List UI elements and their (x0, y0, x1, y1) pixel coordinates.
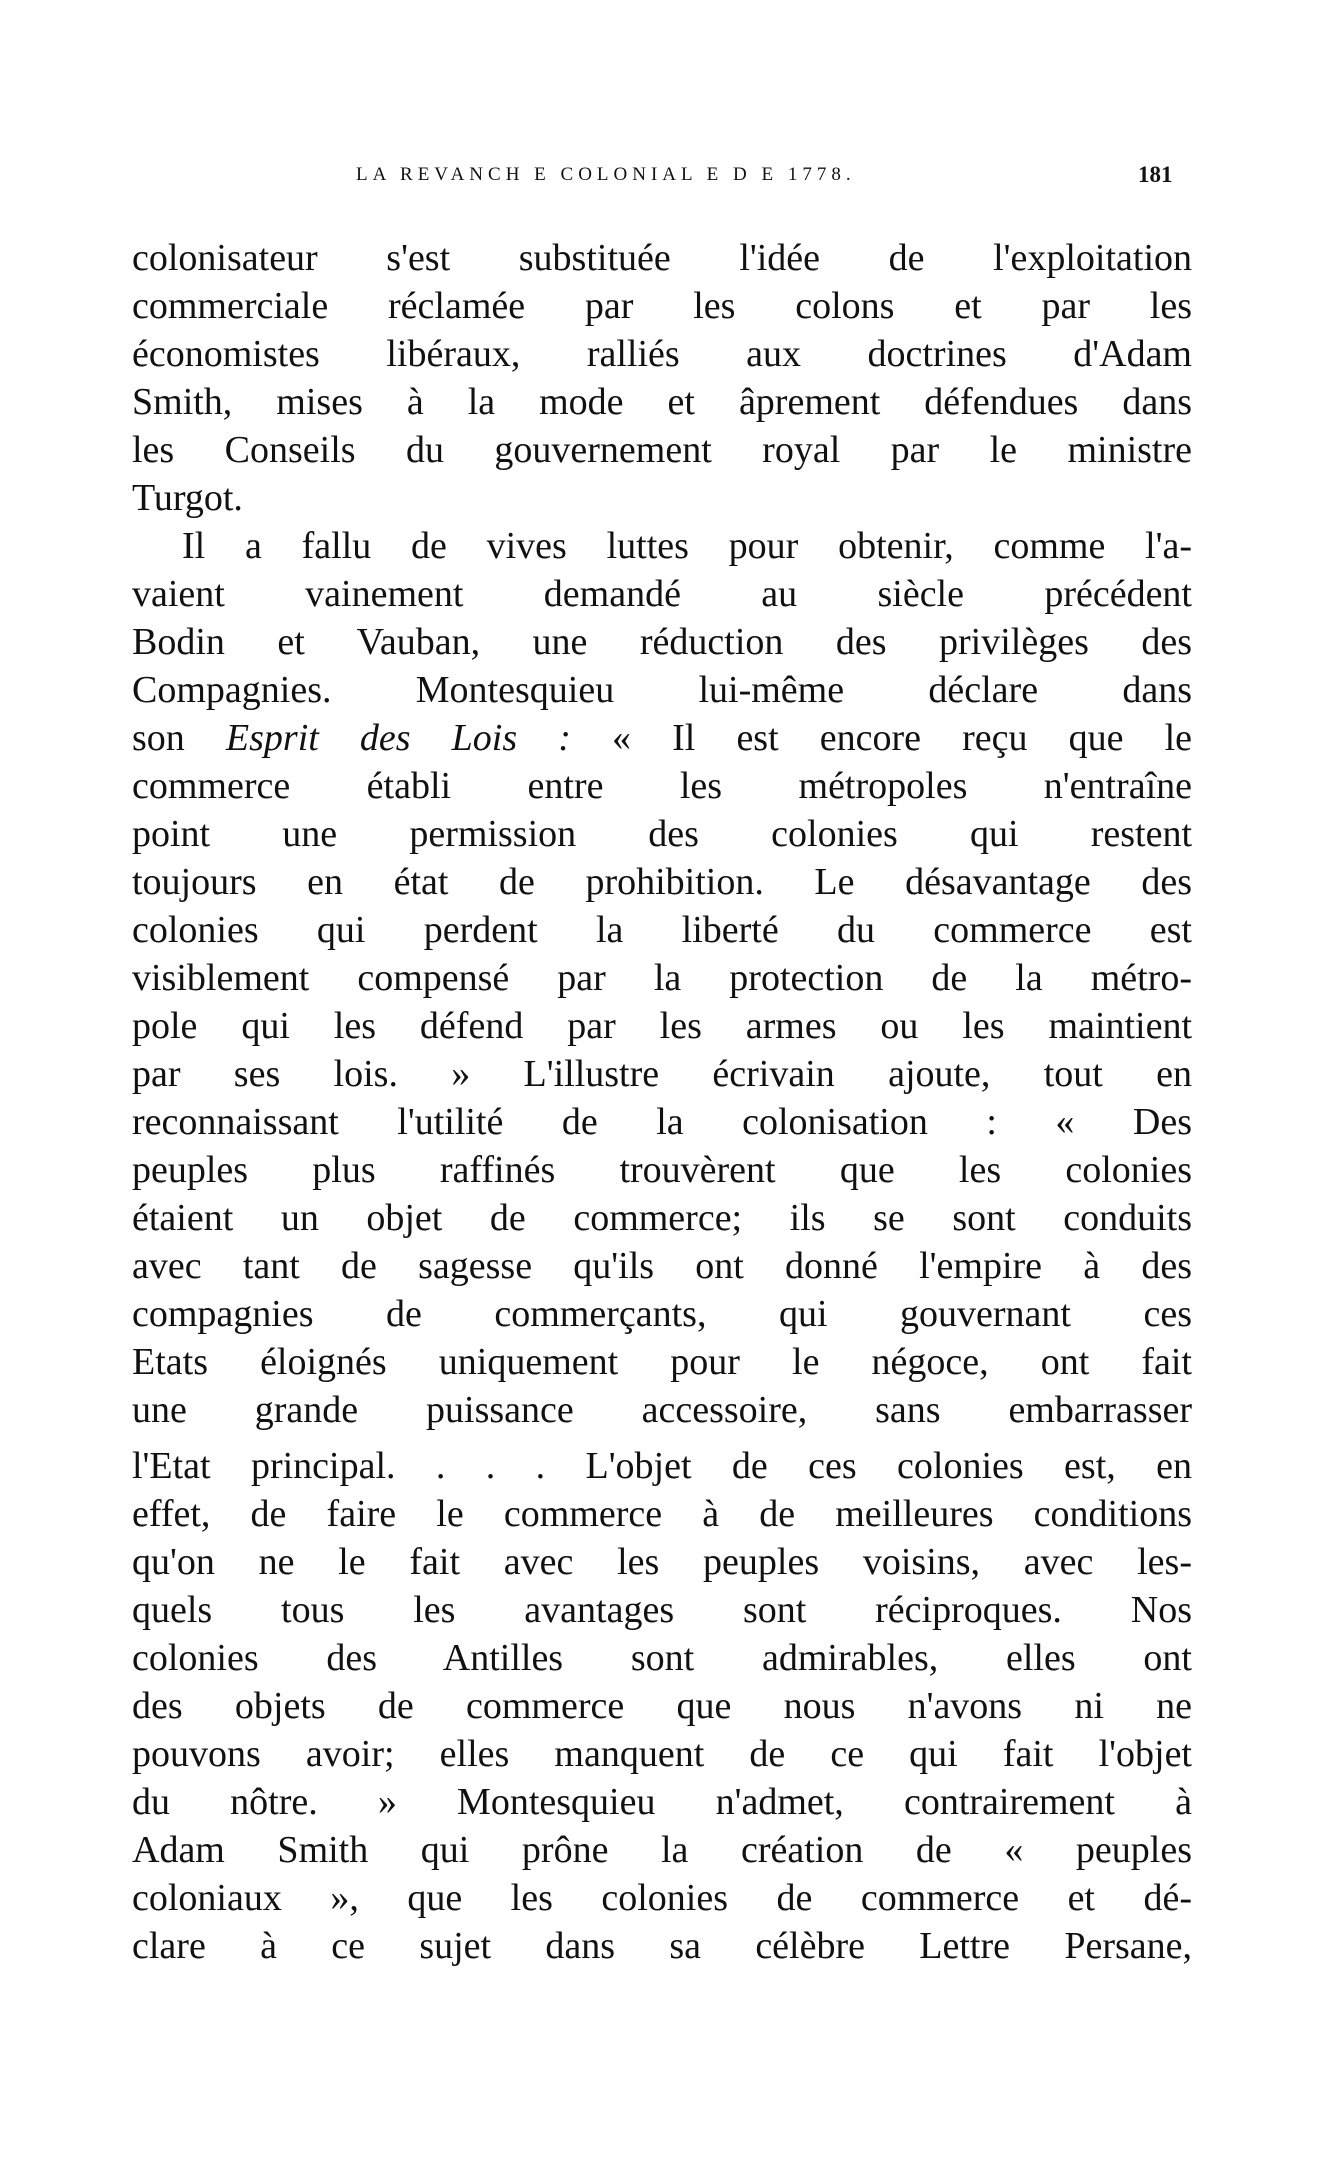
text-line: visiblement compensé par la protection de la métro- (132, 957, 1192, 999)
text-line: commerciale réclamée par les colons et par les (132, 285, 1192, 327)
text-line: économistes libéraux, ralliés aux doctrines d'Adam (132, 333, 1192, 375)
text-line: du nôtre. » Montesquieu n'admet, contrairement à (132, 1781, 1192, 1823)
page-number: 181 (1138, 162, 1173, 187)
text-line: par ses lois. » L'illustre écrivain ajoute, tout en (132, 1053, 1192, 1095)
body-text (132, 234, 1192, 1970)
text-line: Adam Smith qui prône la création de « peuples (132, 1829, 1192, 1871)
text-line: effet, de faire le commerce à de meilleures conditions (132, 1493, 1192, 1535)
text-line: toujours en état de prohibition. Le désavantage des (132, 861, 1192, 903)
text-line: l'Etat principal. . . . L'objet de ces colonies est, en (132, 1445, 1192, 1487)
text-line: colonies qui perdent la liberté du commerce est (132, 909, 1192, 951)
text-line: étaient un objet de commerce; ils se sont conduits (132, 1197, 1192, 1239)
text-line: Turgot. (132, 477, 243, 519)
text-line: clare à ce sujet dans sa célèbre Lettre Persane, (132, 1925, 1192, 1967)
text-line: qu'on ne le fait avec les peuples voisins, avec les- (132, 1541, 1192, 1583)
text-line: colonies des Antilles sont admirables, elles ont (132, 1637, 1192, 1679)
text-fragment: son (132, 717, 226, 759)
text-line: avec tant de sagesse qu'ils ont donné l'empire à des (132, 1245, 1192, 1287)
text-line: reconnaissant l'utilité de la colonisation : « Des (132, 1101, 1192, 1143)
text-line (132, 714, 1192, 762)
text-line: commerce établi entre les métropoles n'entraîne (132, 765, 1192, 807)
text-line: pouvons avoir; elles manquent de ce qui fait l'objet (132, 1733, 1192, 1775)
text-line: Etats éloignés uniquement pour le négoce, ont fait (132, 1341, 1192, 1383)
paragraph-start-line: Il a fallu de vives luttes pour obtenir, comme l'a- (182, 525, 1192, 567)
text-line: une grande puissance accessoire, sans embarrasser (132, 1389, 1192, 1431)
text-line: colonisateur s'est substituée l'idée de l'exploitation (132, 237, 1192, 279)
text-line: Bodin et Vauban, une réduction des privilèges des (132, 621, 1192, 663)
text-line: vaient vainement demandé au siècle précédent (132, 573, 1192, 615)
text-line: Smith, mises à la mode et âprement défendues dans (132, 381, 1192, 423)
text-line: compagnies de commerçants, qui gouvernant ces (132, 1293, 1192, 1335)
text-line: les Conseils du gouvernement royal par le ministre (132, 429, 1192, 471)
text-line: des objets de commerce que nous n'avons ni ne (132, 1685, 1192, 1727)
text-line: Compagnies. Montesquieu lui-même déclare dans (132, 669, 1192, 711)
text-line: coloniaux », que les colonies de commerce et dé- (132, 1877, 1192, 1919)
text-line: pole qui les défend par les armes ou les maintient (132, 1005, 1192, 1047)
text-line: peuples plus raffinés trouvèrent que les colonies (132, 1149, 1192, 1191)
text-line: point une permission des colonies qui restent (132, 813, 1192, 855)
text-fragment: « Il est encore reçu que le (570, 717, 1193, 759)
text-line: quels tous les avantages sont réciproques. Nos (132, 1589, 1192, 1631)
running-head: LA REVANCH E COLONIAL E D E 1778. (356, 164, 856, 185)
book-title-italic: Esprit des Lois : (225, 717, 571, 759)
